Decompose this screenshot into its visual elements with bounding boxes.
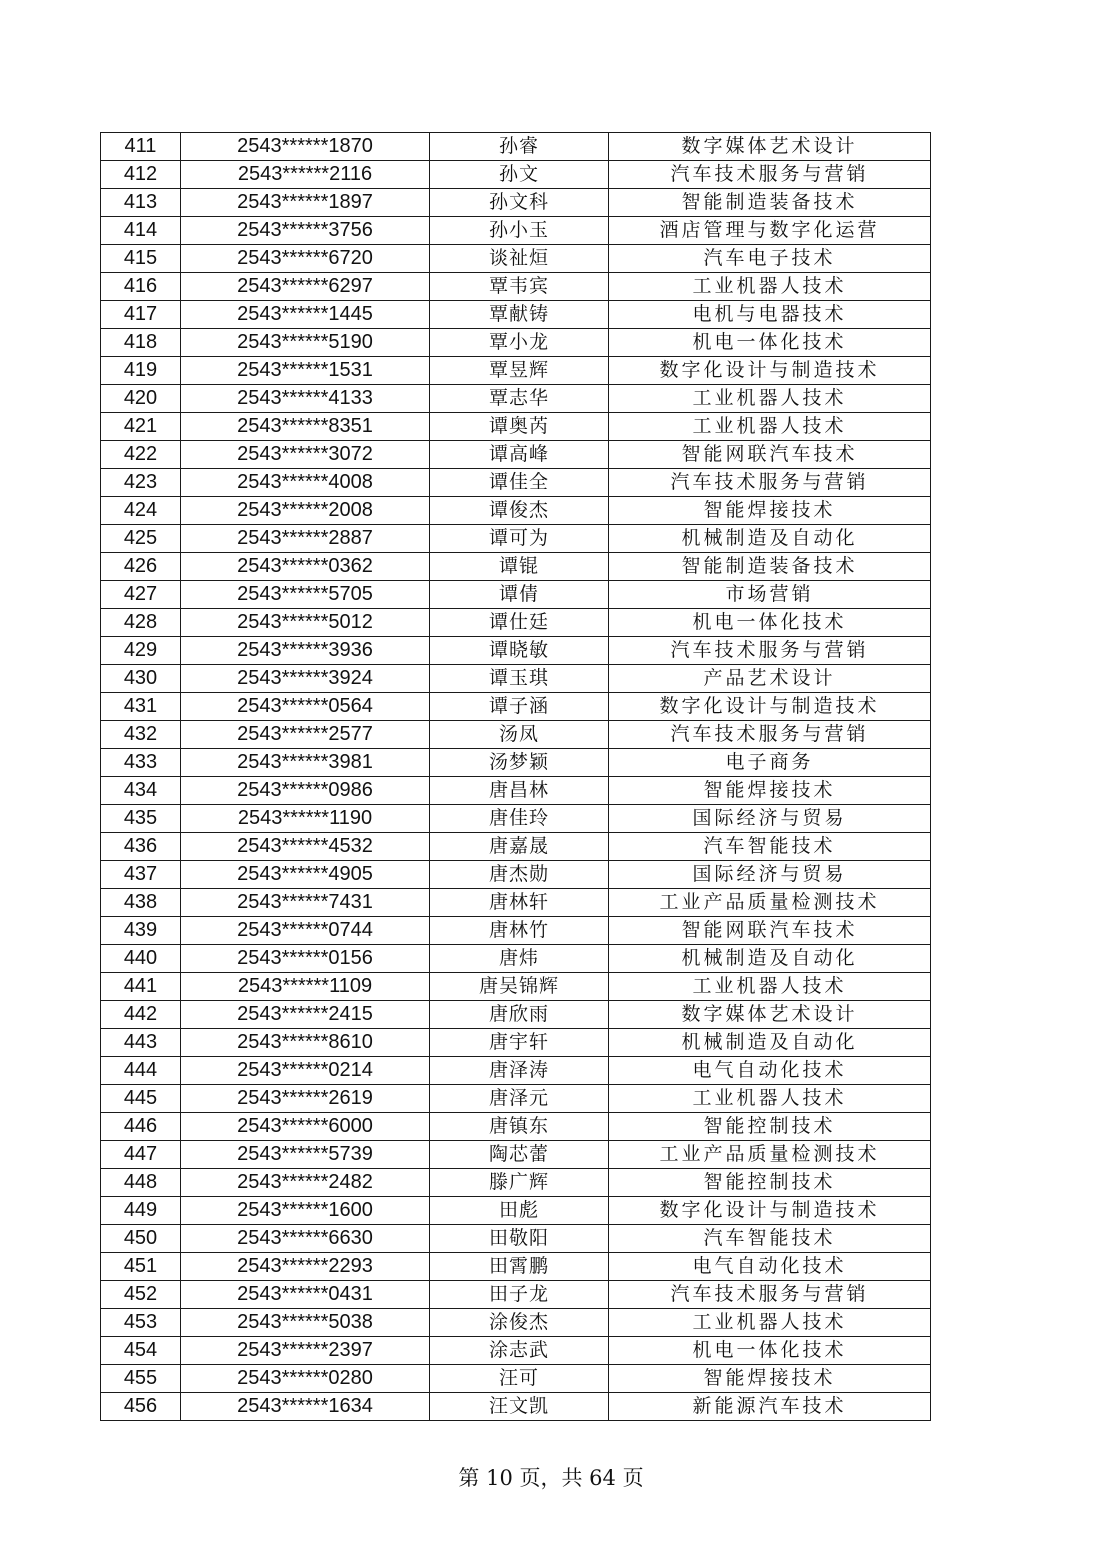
table-row — [101, 1337, 931, 1365]
table-row — [101, 217, 931, 245]
student-name-cell: 汪文凯 — [430, 1393, 609, 1421]
student-name-cell: 谭倩 — [430, 581, 609, 609]
id-number-cell: 2543******4905 — [181, 861, 430, 889]
row-number-cell: 430 — [101, 665, 181, 693]
row-number-cell: 421 — [101, 413, 181, 441]
table-row — [101, 1085, 931, 1113]
major-cell: 机电一体化技术 — [609, 609, 931, 637]
student-name-cell: 田子龙 — [430, 1281, 609, 1309]
major-cell: 国际经济与贸易 — [609, 805, 931, 833]
row-number-cell: 414 — [101, 217, 181, 245]
major-cell: 酒店管理与数字化运营 — [609, 217, 931, 245]
major-cell: 数字化设计与制造技术 — [609, 1197, 931, 1225]
id-number-cell: 2543******0156 — [181, 945, 430, 973]
student-name-cell: 田敬阳 — [430, 1225, 609, 1253]
id-number-cell: 2543******3924 — [181, 665, 430, 693]
table-row — [101, 917, 931, 945]
major-cell: 数字化设计与制造技术 — [609, 357, 931, 385]
major-cell: 产品艺术设计 — [609, 665, 931, 693]
row-number-cell: 444 — [101, 1057, 181, 1085]
major-cell: 电机与电器技术 — [609, 301, 931, 329]
row-number-cell: 422 — [101, 441, 181, 469]
table-row — [101, 1365, 931, 1393]
major-cell: 机械制造及自动化 — [609, 945, 931, 973]
row-number-cell: 452 — [101, 1281, 181, 1309]
major-cell: 数字媒体艺术设计 — [609, 1001, 931, 1029]
student-name-cell: 覃韦宾 — [430, 273, 609, 301]
id-number-cell: 2543******2415 — [181, 1001, 430, 1029]
table-row — [101, 1225, 931, 1253]
student-name-cell: 涂志武 — [430, 1337, 609, 1365]
student-name-cell: 谭仕廷 — [430, 609, 609, 637]
table-row — [101, 1309, 931, 1337]
student-name-cell: 谭奥芮 — [430, 413, 609, 441]
student-name-cell: 唐欣雨 — [430, 1001, 609, 1029]
major-cell: 机电一体化技术 — [609, 329, 931, 357]
major-cell: 国际经济与贸易 — [609, 861, 931, 889]
id-number-cell: 2543******2116 — [181, 161, 430, 189]
row-number-cell: 433 — [101, 749, 181, 777]
table-row — [101, 1281, 931, 1309]
table-row — [101, 1057, 931, 1085]
student-name-cell: 陶芯蕾 — [430, 1141, 609, 1169]
table-row — [101, 609, 931, 637]
id-number-cell: 2543******0744 — [181, 917, 430, 945]
row-number-cell: 435 — [101, 805, 181, 833]
id-number-cell: 2543******3756 — [181, 217, 430, 245]
table-row — [101, 777, 931, 805]
student-name-cell: 唐泽涛 — [430, 1057, 609, 1085]
student-name-cell: 汪可 — [430, 1365, 609, 1393]
table-row — [101, 189, 931, 217]
table-row — [101, 1393, 931, 1421]
student-name-cell: 谭可为 — [430, 525, 609, 553]
student-name-cell: 唐林竹 — [430, 917, 609, 945]
student-name-cell: 谭玉琪 — [430, 665, 609, 693]
major-cell: 智能制造装备技术 — [609, 553, 931, 581]
row-number-cell: 449 — [101, 1197, 181, 1225]
row-number-cell: 417 — [101, 301, 181, 329]
table-row — [101, 1253, 931, 1281]
major-cell: 汽车技术服务与营销 — [609, 469, 931, 497]
row-number-cell: 446 — [101, 1113, 181, 1141]
row-number-cell: 448 — [101, 1169, 181, 1197]
student-name-cell: 汤凤 — [430, 721, 609, 749]
id-number-cell: 2543******6720 — [181, 245, 430, 273]
id-number-cell: 2543******4133 — [181, 385, 430, 413]
student-name-cell: 覃小龙 — [430, 329, 609, 357]
id-number-cell: 2543******1600 — [181, 1197, 430, 1225]
id-number-cell: 2543******4008 — [181, 469, 430, 497]
roster-body — [101, 133, 931, 1421]
major-cell: 工业机器人技术 — [609, 973, 931, 1001]
id-number-cell: 2543******5038 — [181, 1309, 430, 1337]
student-name-cell: 谭高峰 — [430, 441, 609, 469]
row-number-cell: 454 — [101, 1337, 181, 1365]
id-number-cell: 2543******3936 — [181, 637, 430, 665]
table-row — [101, 413, 931, 441]
student-name-cell: 汤梦颖 — [430, 749, 609, 777]
row-number-cell: 442 — [101, 1001, 181, 1029]
table-row — [101, 861, 931, 889]
student-name-cell: 覃昱辉 — [430, 357, 609, 385]
id-number-cell: 2543******8610 — [181, 1029, 430, 1057]
table-row — [101, 385, 931, 413]
major-cell: 智能网联汽车技术 — [609, 917, 931, 945]
major-cell: 机械制造及自动化 — [609, 1029, 931, 1057]
row-number-cell: 451 — [101, 1253, 181, 1281]
table-row — [101, 525, 931, 553]
row-number-cell: 425 — [101, 525, 181, 553]
table-row — [101, 721, 931, 749]
id-number-cell: 2543******3072 — [181, 441, 430, 469]
student-name-cell: 唐佳玲 — [430, 805, 609, 833]
table-row — [101, 1197, 931, 1225]
row-number-cell: 447 — [101, 1141, 181, 1169]
student-name-cell: 孙睿 — [430, 133, 609, 161]
row-number-cell: 440 — [101, 945, 181, 973]
student-name-cell: 田霄鹏 — [430, 1253, 609, 1281]
student-name-cell: 谭晓敏 — [430, 637, 609, 665]
id-number-cell: 2543******2619 — [181, 1085, 430, 1113]
major-cell: 工业产品质量检测技术 — [609, 1141, 931, 1169]
id-number-cell: 2543******2008 — [181, 497, 430, 525]
row-number-cell: 450 — [101, 1225, 181, 1253]
major-cell: 智能焊接技术 — [609, 777, 931, 805]
student-name-cell: 唐宇轩 — [430, 1029, 609, 1057]
id-number-cell: 2543******1634 — [181, 1393, 430, 1421]
row-number-cell: 419 — [101, 357, 181, 385]
student-name-cell: 唐镇东 — [430, 1113, 609, 1141]
page-footer: 第 10 页，共 64 页 — [458, 1466, 644, 1490]
row-number-cell: 416 — [101, 273, 181, 301]
major-cell: 汽车技术服务与营销 — [609, 637, 931, 665]
major-cell: 智能控制技术 — [609, 1169, 931, 1197]
row-number-cell: 420 — [101, 385, 181, 413]
major-cell: 汽车智能技术 — [609, 833, 931, 861]
row-number-cell: 441 — [101, 973, 181, 1001]
row-number-cell: 412 — [101, 161, 181, 189]
row-number-cell: 428 — [101, 609, 181, 637]
row-number-cell: 455 — [101, 1365, 181, 1393]
row-number-cell: 439 — [101, 917, 181, 945]
table-row — [101, 637, 931, 665]
table-row — [101, 553, 931, 581]
row-number-cell: 427 — [101, 581, 181, 609]
id-number-cell: 2543******0280 — [181, 1365, 430, 1393]
student-name-cell: 谈祉烜 — [430, 245, 609, 273]
row-number-cell: 434 — [101, 777, 181, 805]
major-cell: 智能网联汽车技术 — [609, 441, 931, 469]
student-name-cell: 滕广辉 — [430, 1169, 609, 1197]
student-name-cell: 孙小玉 — [430, 217, 609, 245]
student-name-cell: 唐泽元 — [430, 1085, 609, 1113]
major-cell: 工业产品质量检测技术 — [609, 889, 931, 917]
row-number-cell: 415 — [101, 245, 181, 273]
major-cell: 智能制造装备技术 — [609, 189, 931, 217]
table-row — [101, 497, 931, 525]
id-number-cell: 2543******0214 — [181, 1057, 430, 1085]
major-cell: 工业机器人技术 — [609, 1309, 931, 1337]
major-cell: 数字媒体艺术设计 — [609, 133, 931, 161]
table-row — [101, 749, 931, 777]
table-row — [101, 301, 931, 329]
row-number-cell: 436 — [101, 833, 181, 861]
major-cell: 工业机器人技术 — [609, 1085, 931, 1113]
id-number-cell: 2543******0986 — [181, 777, 430, 805]
id-number-cell: 2543******0431 — [181, 1281, 430, 1309]
table-row — [101, 833, 931, 861]
row-number-cell: 413 — [101, 189, 181, 217]
student-name-cell: 唐昌林 — [430, 777, 609, 805]
table-row — [101, 329, 931, 357]
id-number-cell: 2543******5190 — [181, 329, 430, 357]
table-row — [101, 1113, 931, 1141]
student-name-cell: 唐吴锦辉 — [430, 973, 609, 1001]
student-name-cell: 覃志华 — [430, 385, 609, 413]
id-number-cell: 2543******1109 — [181, 973, 430, 1001]
id-number-cell: 2543******1445 — [181, 301, 430, 329]
major-cell: 汽车智能技术 — [609, 1225, 931, 1253]
table-row — [101, 805, 931, 833]
major-cell: 机电一体化技术 — [609, 1337, 931, 1365]
row-number-cell: 429 — [101, 637, 181, 665]
major-cell: 工业机器人技术 — [609, 273, 931, 301]
table-row — [101, 973, 931, 1001]
student-name-cell: 谭俊杰 — [430, 497, 609, 525]
table-row — [101, 161, 931, 189]
major-cell: 智能焊接技术 — [609, 1365, 931, 1393]
id-number-cell: 2543******8351 — [181, 413, 430, 441]
student-name-cell: 田彪 — [430, 1197, 609, 1225]
major-cell: 机械制造及自动化 — [609, 525, 931, 553]
id-number-cell: 2543******5739 — [181, 1141, 430, 1169]
student-name-cell: 唐林轩 — [430, 889, 609, 917]
table-row — [101, 1029, 931, 1057]
id-number-cell: 2543******1531 — [181, 357, 430, 385]
table-row — [101, 133, 931, 161]
student-name-cell: 孙文科 — [430, 189, 609, 217]
major-cell: 汽车技术服务与营销 — [609, 161, 931, 189]
table-row — [101, 1141, 931, 1169]
id-number-cell: 2543******0362 — [181, 553, 430, 581]
id-number-cell: 2543******5012 — [181, 609, 430, 637]
row-number-cell: 424 — [101, 497, 181, 525]
table-row — [101, 357, 931, 385]
student-name-cell: 谭锟 — [430, 553, 609, 581]
student-name-cell: 唐嘉晟 — [430, 833, 609, 861]
row-number-cell: 453 — [101, 1309, 181, 1337]
table-row — [101, 441, 931, 469]
student-name-cell: 覃献铸 — [430, 301, 609, 329]
row-number-cell: 418 — [101, 329, 181, 357]
id-number-cell: 2543******6297 — [181, 273, 430, 301]
major-cell: 电气自动化技术 — [609, 1253, 931, 1281]
table-row — [101, 469, 931, 497]
major-cell: 汽车技术服务与营销 — [609, 1281, 931, 1309]
major-cell: 电气自动化技术 — [609, 1057, 931, 1085]
row-number-cell: 411 — [101, 133, 181, 161]
id-number-cell: 2543******2577 — [181, 721, 430, 749]
row-number-cell: 456 — [101, 1393, 181, 1421]
id-number-cell: 2543******0564 — [181, 693, 430, 721]
major-cell: 电子商务 — [609, 749, 931, 777]
major-cell: 新能源汽车技术 — [609, 1393, 931, 1421]
major-cell: 智能焊接技术 — [609, 497, 931, 525]
id-number-cell: 2543******3981 — [181, 749, 430, 777]
major-cell: 汽车电子技术 — [609, 245, 931, 273]
student-name-cell: 谭子涵 — [430, 693, 609, 721]
id-number-cell: 2543******6000 — [181, 1113, 430, 1141]
row-number-cell: 423 — [101, 469, 181, 497]
major-cell: 数字化设计与制造技术 — [609, 693, 931, 721]
id-number-cell: 2543******1870 — [181, 133, 430, 161]
student-name-cell: 涂俊杰 — [430, 1309, 609, 1337]
id-number-cell: 2543******2887 — [181, 525, 430, 553]
id-number-cell: 2543******6630 — [181, 1225, 430, 1253]
table-row — [101, 665, 931, 693]
row-number-cell: 426 — [101, 553, 181, 581]
id-number-cell: 2543******5705 — [181, 581, 430, 609]
row-number-cell: 437 — [101, 861, 181, 889]
table-row — [101, 1001, 931, 1029]
table-row — [101, 945, 931, 973]
student-roster-table — [100, 132, 931, 1421]
major-cell: 工业机器人技术 — [609, 385, 931, 413]
row-number-cell: 438 — [101, 889, 181, 917]
id-number-cell: 2543******2482 — [181, 1169, 430, 1197]
table-row — [101, 581, 931, 609]
table-row — [101, 273, 931, 301]
major-cell: 智能控制技术 — [609, 1113, 931, 1141]
table-row — [101, 889, 931, 917]
row-number-cell: 445 — [101, 1085, 181, 1113]
id-number-cell: 2543******4532 — [181, 833, 430, 861]
id-number-cell: 2543******1897 — [181, 189, 430, 217]
student-name-cell: 孙文 — [430, 161, 609, 189]
id-number-cell: 2543******7431 — [181, 889, 430, 917]
table-row — [101, 693, 931, 721]
student-name-cell: 唐杰勋 — [430, 861, 609, 889]
major-cell: 汽车技术服务与营销 — [609, 721, 931, 749]
id-number-cell: 2543******2293 — [181, 1253, 430, 1281]
table-row — [101, 1169, 931, 1197]
row-number-cell: 431 — [101, 693, 181, 721]
student-name-cell: 唐炜 — [430, 945, 609, 973]
table-row — [101, 245, 931, 273]
major-cell: 市场营销 — [609, 581, 931, 609]
id-number-cell: 2543******1190 — [181, 805, 430, 833]
row-number-cell: 443 — [101, 1029, 181, 1057]
student-name-cell: 谭佳全 — [430, 469, 609, 497]
id-number-cell: 2543******2397 — [181, 1337, 430, 1365]
row-number-cell: 432 — [101, 721, 181, 749]
major-cell: 工业机器人技术 — [609, 413, 931, 441]
